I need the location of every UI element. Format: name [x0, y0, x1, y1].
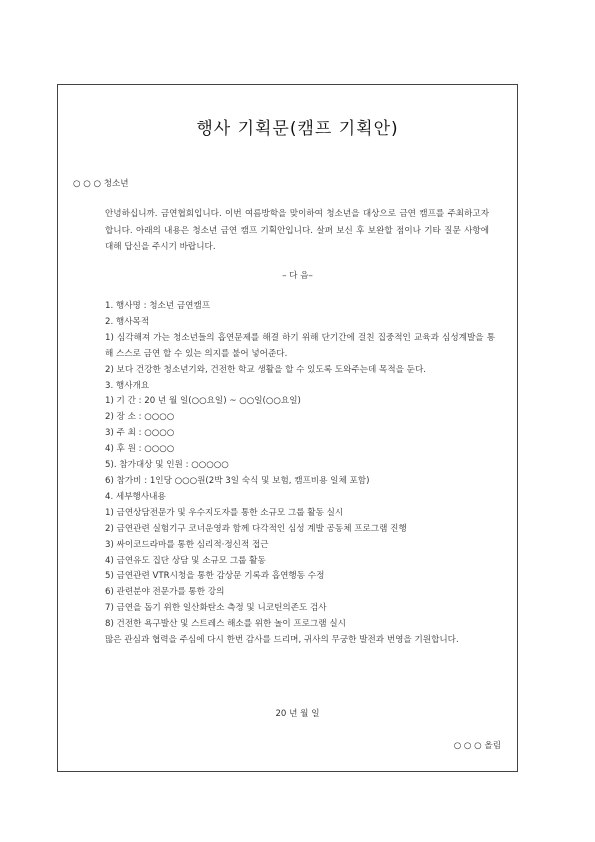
list-item: 1. 행사명 : 청소년 금연캠프 [105, 301, 211, 311]
recipient: ○ ○ ○ 청소년 [73, 179, 129, 189]
list-item: 2) 금연관련 실험기구 코너운영과 함께 다각적인 심성 계발 공동체 프로그램 진행 [105, 523, 407, 534]
list-item: 5). 참가대상 및 인원 : ○○○○○ [105, 460, 229, 471]
sender-signature: ○ ○ ○ 올림 [453, 741, 501, 751]
list-item: 3. 행사개요 [105, 380, 150, 391]
separator-heading: – 다 음– [282, 271, 313, 281]
list-item: 2) 보다 건강한 청소년기와, 건전한 학교 생활을 할 수 있도록 도와주는데 목적을 둔다. [105, 364, 427, 375]
list-item: 6) 참가비 : 1인당 ○○○원(2박 3일 숙식 및 보험, 캠프비용 일체 포함) [105, 475, 370, 486]
list-item: 3) 주 최 : ○○○○ [105, 428, 175, 439]
intro-paragraph: 안녕하십니까. 금연협회입니다. 이번 여름방학을 맞이하여 청소년을 대상으로 금연 캠프를 주최하고자 합니다. 아래의 내용은 청소년 금연 캠프 기획안입니다. 살펴 보신 후 보완할 점이나 기타 질문 사항에 대해 답신을 주시기 바랍니다. [105, 209, 489, 252]
list-item: 2) 장 소 : ○○○○ [105, 412, 175, 423]
list-item: 5) 금연관련 VTR시청을 통한 감상문 기록과 흡연행동 수정 [105, 571, 325, 582]
list-item: 1) 금연상담전문가 및 우수지도자를 통한 소규모 그룹 활동 실시 [105, 507, 344, 518]
list-item: 7) 금연을 돕기 위한 일산화탄소 측정 및 니코틴의존도 검사 [105, 603, 327, 614]
list-item: 3) 싸이코드라마를 통한 심리적·정신적 접근 [105, 539, 269, 550]
list-item: 4. 세부행사내용 [105, 491, 166, 502]
list-item: 1) 심각해져 가는 청소년들의 흡연문제를 해결 하기 위해 단기간에 걸친 집중적인 교육과 심성계발을 통해 스스로 금연 할 수 있는 의지를 불어 넣어준다. [105, 332, 495, 359]
document-date: 20 년 월 일 [275, 709, 320, 719]
list-item: 4) 금연유도 집단 상담 및 소규모 그룹 활동 [105, 555, 266, 566]
document-title: 행사 기획문(캠프 기획안) [196, 119, 399, 139]
list-item: 6) 관련분야 전문가를 통한 강의 [105, 587, 225, 598]
list-item: 8) 건전한 욕구발산 및 스트레스 해소를 위한 놀이 프로그램 실시 [105, 619, 346, 630]
list-item: 2. 행사목적 [105, 316, 150, 327]
plan-items-list [105, 299, 495, 649]
closing-paragraph: 많은 관심과 협력을 주심에 다시 한번 감사를 드리며, 귀사의 무궁한 발전과 번영을 기원합니다. [105, 635, 459, 646]
list-item: 1) 기 간 : 20 년 월 일(○○요일) ~ ○○일(○○요일) [105, 396, 301, 407]
list-item: 4) 후 원 : ○○○○ [105, 444, 175, 455]
